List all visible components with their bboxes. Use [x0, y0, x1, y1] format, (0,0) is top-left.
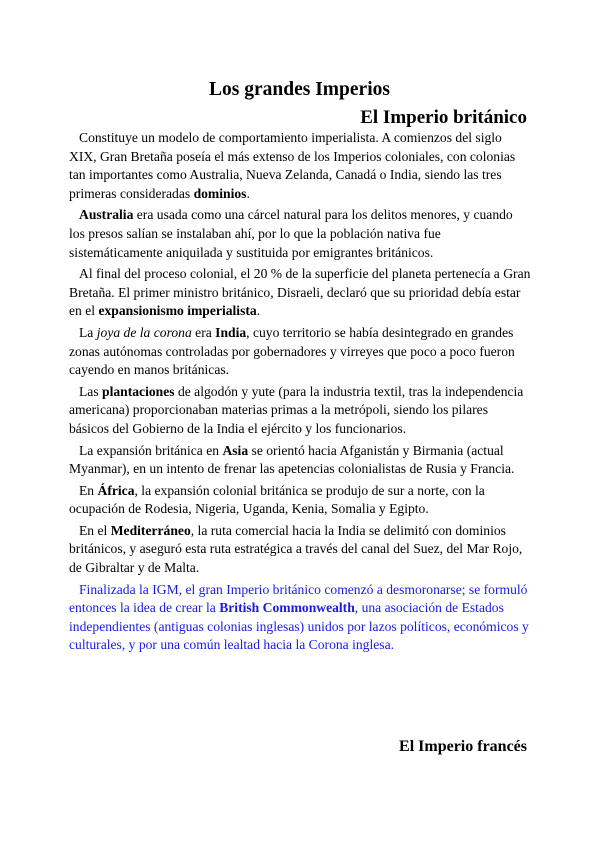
bold-term: expansionismo imperialista [98, 303, 257, 319]
paragraph [69, 383, 531, 439]
text-run: era usada como una cárcel natural para los delitos menores, y cuando los presos salían se instalaban ahí, por lo que la población nativa fue sistemáticamente aniquilada y sustituida por emigrantes británicos. [69, 207, 513, 260]
text-run: , la ruta comercial hacia la India se delimitó con dominios británicos, y aseguró esta ruta estratégica a través del canal del Suez, del Mar Rojo, de Gibraltar y de Malta. [69, 522, 523, 576]
paragraph [69, 265, 531, 321]
text-run: se orientó hacia Afganistán y Birmania (actual Myanmar), en un intento de frenar las apetencias colonialistas de Rusia y Francia. [69, 442, 515, 477]
bold-term: África [97, 482, 135, 498]
text-run: La [79, 324, 97, 340]
bold-term: Asia [222, 442, 249, 458]
paragraph [69, 522, 531, 578]
text-run: Finalizada la IGM, el gran Imperio británico comenzó a desmoronarse; se formuló entonces la idea de crear la [69, 581, 528, 616]
paragraph [69, 482, 531, 519]
section-heading-british-empire: El Imperio británico [360, 107, 527, 128]
paragraph [69, 129, 531, 203]
text-run: . [246, 185, 250, 201]
text-run: . [256, 303, 261, 319]
text-run: , una asociación de Estados independientes (antiguas colonias inglesas) unidos por lazos políticos, económicos y culturales, y por una común lealtad hacia la Corona inglesa. [69, 600, 529, 653]
text-run: era [191, 324, 216, 340]
bold-term: British Commonwealth [219, 600, 355, 616]
text-run: En [79, 482, 98, 498]
text-run: , la expansión colonial británica se produjo de sur a norte, con la ocupación de Rodesia, Nigeria, Uganda, Kenia, Somalia y Egipto. [69, 482, 485, 517]
page-title: Los grandes Imperios [209, 79, 390, 100]
paragraph [69, 324, 531, 380]
text-run: Las [79, 383, 103, 399]
bold-term: Australia [79, 207, 134, 223]
text-run: de algodón y yute (para la industria textil, tras la independencia americana) proporcionaban materias primas a la metrópoli, siendo los pilares básicos del Gobierno de la India el ejército y los funcionarios. [69, 383, 524, 436]
text-run: En el [79, 522, 111, 538]
bold-term: plantaciones [102, 383, 175, 399]
italic-term: joya de la corona [96, 324, 192, 340]
text-run: La expansión británica en [79, 442, 223, 458]
paragraph [69, 442, 531, 479]
bold-term: dominios [193, 185, 247, 201]
bold-term: India [215, 324, 247, 340]
bold-term: Mediterráneo [110, 522, 191, 538]
text-run: Constituye un modelo de comportamiento imperialista. A comienzos del siglo XIX, Gran Bretaña poseía el más extenso de los Imperios coloniales, con colonias tan importantes como Australia, Nueva Zelanda, Canadá o India, siendo las tres primeras consideradas [69, 130, 516, 201]
document-body [69, 129, 531, 658]
text-run: , cuyo territorio se había desintegrado en grandes zonas autónomas controladas por gobernadores y virreyes que poco a poco fueron cayendo en manos británicas. [69, 324, 515, 378]
paragraph [69, 206, 531, 262]
text-run: Al final del proceso colonial, el 20 % de la superficie del planeta pertenecía a Gran Bretaña. El primer ministro británico, Disraeli, declaró que su prioridad debía estar en el [69, 266, 531, 319]
paragraph [69, 581, 531, 655]
section-heading-french-empire: El Imperio francés [399, 738, 527, 755]
